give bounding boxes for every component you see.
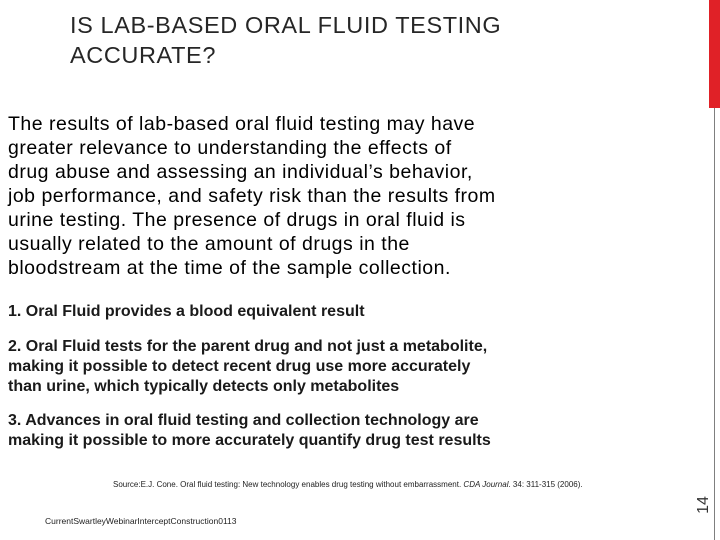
point-line: 2. Oral Fluid tests for the parent drug and not just a metabolite, [8,338,488,355]
point-2 [8,337,487,397]
point-line: 3. Advances in oral fluid testing and collection technology are [8,412,479,429]
footer-text: CurrentSwartleyWebinarInterceptConstruction0113 [45,516,237,526]
source-citation [113,480,583,489]
title-line: IS LAB-BASED ORAL FLUID TESTING [70,12,502,38]
source-suffix: . 34: 311-315 (2006). [508,480,583,489]
intro-line: bloodstream at the time of the sample collection. [8,257,451,279]
intro-line: job performance, and safety risk than the results from [8,185,496,207]
source-journal: CDA Journal [463,480,509,489]
title-line: ACCURATE? [70,42,216,68]
point-line: than urine, which typically detects only metabolites [8,378,400,395]
source-prefix: Source:E.J. Cone. Oral fluid testing: New technology enables drug testing without embarrassment. [113,480,462,489]
intro-line: drug abuse and assessing an individual’s behavior, [8,161,473,183]
intro-line: The results of lab-based oral fluid testing may have [8,113,476,135]
point-line: making it possible to more accurately quantify drug test results [8,432,491,449]
point-line: making it possible to detect recent drug use more accurately [8,358,471,375]
point-3 [8,411,491,451]
point-1 [8,302,365,322]
slide-title [70,10,690,70]
intro-line: greater relevance to understanding the effects of [8,137,452,159]
page-number: 14 [695,496,712,514]
right-divider [714,108,715,540]
intro-line: urine testing. The presence of drugs in oral fluid is [8,209,466,231]
point-line: 1. Oral Fluid provides a blood equivalent result [8,303,365,320]
accent-bar [709,0,720,108]
intro-paragraph [8,112,708,280]
intro-line: usually related to the amount of drugs in the [8,233,410,255]
